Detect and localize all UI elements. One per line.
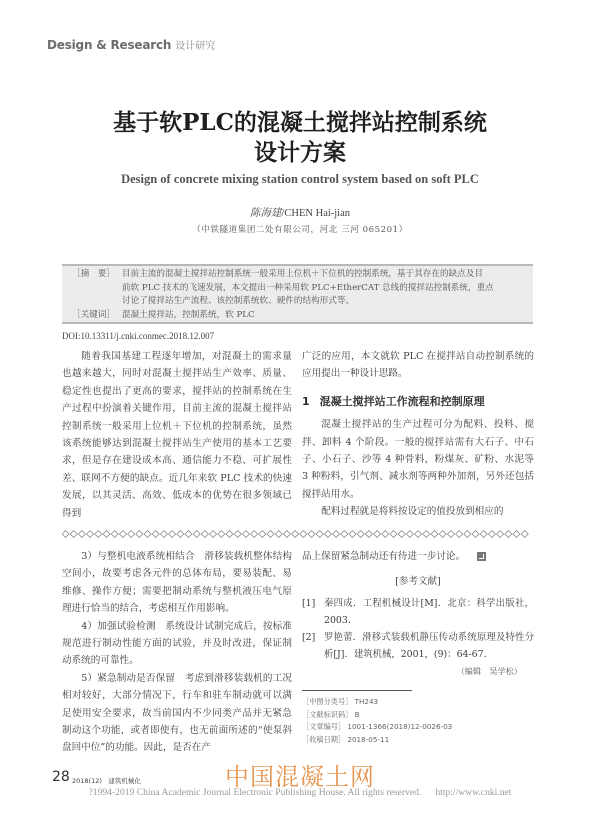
references-title: [参考文献] [395,576,441,588]
divider-diamond [152,531,159,538]
divider-diamond [472,531,479,538]
divider-diamond [136,531,143,538]
divider-diamond [128,531,135,538]
abstract-line-1: 目前主流的混凝土搅拌站控制系统一般采用上位机＋下位机的控制系统，基于其存在的缺点及目 [122,269,483,279]
divider-diamond [464,531,471,538]
author [0,205,600,220]
section-1-paragraph-1: 混凝土搅拌站的生产过程可分为配料、投料、搅拌、卸料 4 个阶段。一般的搅拌站需有大石子、中石子、小石子、沙等 4 种骨料，粉煤灰、矿粉、水泥等 3 种粉料，引气剂、减水剂等两种外加剂，另外还包括搅拌站用水。 [302,419,534,500]
divider-diamond [316,531,323,538]
divider-diamond [70,531,77,538]
divider-diamond [415,531,422,538]
divider-diamond [390,531,397,538]
divider-diamond [374,531,381,538]
section-header-cn: 设计研究 [175,41,216,52]
meta-divider [302,690,412,691]
divider-diamond [497,531,504,538]
divider-diamond [283,531,290,538]
divider-diamond [423,531,430,538]
divider-diamond [382,531,389,538]
paragraph-item-4: 4）加强试验检测 系统设计试制完成后，按标准规范进行制动性能方面的试验，并及时改进，保证制动系统的可靠性。 [62,620,292,667]
divider-diamond [62,531,69,538]
reference-index: [2] [302,631,316,643]
divider-diamond [308,531,315,538]
divider-diamond [341,531,348,538]
divider-diamond [226,531,233,538]
editor-credit: （编辑 吴学松） [456,665,522,676]
reference-index: [1] [302,597,316,609]
divider-diamond [218,531,225,538]
meta-received-date: ［收稿日期］ 2018-05-11 [302,734,390,744]
section-header-en: Design & Research [47,38,172,52]
divider-diamond [333,531,340,538]
divider-diamond [95,531,102,538]
intro-paragraph-continued: 广泛的应用，本文就软 PLC 在搅拌站自动控制系统的应用提出一种设计思路。 [302,351,534,380]
divider-diamond [431,531,438,538]
divider-diamond [521,531,528,538]
abstract-label: ［摘 要］ [72,269,115,279]
reference-text: 罗艳蕾．滑移式装载机静压传动系统原理及特性分析[J]．建筑机械，2001，(9)：64-67． [324,631,534,660]
body-right-column-top [302,348,534,521]
section-1-title: 混凝土搅拌站工作流程和控制原理 [319,394,485,408]
divider-diamond [201,531,208,538]
article-title-en: Design of concrete mixing station control system based on soft PLC [121,172,479,186]
divider-diamond [275,531,282,538]
divider-diamond [87,531,94,538]
divider-diamond [177,531,184,538]
body-left-column-bottom [62,548,292,757]
keywords: 混凝土搅拌站，控制系统，软 PLC [122,309,255,320]
divider-diamond [251,531,258,538]
watermark: 中国混凝土网 [225,763,375,791]
abstract-line-2: 前软 PLC 技术的飞速发展，本文提出一种采用软 PLC+EtherCAT 总线的搅拌站控制系统，重点 [122,282,494,293]
paragraph-item-5-continued-text: 品上保留紧急制动还有待进一步讨论。 [302,551,466,562]
divider-diamond [447,531,454,538]
body-left-column-top [62,348,292,522]
divider-diamond [185,531,192,538]
divider-diamond [324,531,331,538]
keywords-label: ［关键词］ [72,309,115,320]
divider-diamond [513,531,520,538]
article-title-line2: 设计方案 [254,139,346,166]
divider-diamond [234,531,241,538]
divider-diamond [505,531,512,538]
section-1-number: 1 [302,394,310,408]
reference-text: 秦四成．工程机械设计[M]．北京：科学出版社，2003． [324,597,534,626]
reference-item [302,595,534,629]
author-name-en: /CHEN Hai-jian [281,208,351,219]
page-number: 28 [52,769,70,785]
divider-diamond [398,531,405,538]
affiliation: （中铁隧道集团二处有限公司，河北 三河 065201） [192,225,408,235]
cnki-link[interactable]: http://www.cnki.net [435,787,512,798]
divider-diamond [456,531,463,538]
divider-diamond [160,531,167,538]
end-of-article-icon [477,552,486,561]
divider-diamond [267,531,274,538]
divider-diamond [210,531,217,538]
article-title-line1: 基于软PLC的混凝土搅拌站控制系统 [113,109,487,136]
divider-diamond [103,531,110,538]
journal-issue: 2018(12) 建筑机械化 [72,777,141,785]
divider-diamond [292,531,299,538]
divider-diamond [119,531,126,538]
meta-article-number: ［文章编号］ 1001-1366(2018)12-0026-03 [302,722,453,731]
meta-document-code: ［文献标识码］ B [302,709,360,719]
divider-diamond [406,531,413,538]
section-header [47,37,215,52]
copyright-text: ?1994-2019 China Academic Journal Electronic Publishing House. All rights reserved. [88,787,422,798]
divider-diamond [78,531,85,538]
section-1-paragraph-2: 配料过程就是将料按设定的值投放到相应的 [321,506,504,518]
article-title [0,108,600,168]
meta-classification: ［中图分类号］ TH243 [302,697,379,706]
copyright-line [0,787,600,798]
divider-diamond [144,531,151,538]
intro-paragraph: 随着我国基建工程逐年增加，对混凝土的需求量也越来越大，同时对混凝土搅拌站生产效率、质量、稳定性也提出了更高的要求，搅拌站的控制系统在生产过程中扮演着关键作用，目前主流的混凝土搅拌站控制系统一般采用上位机＋下位机的控制系统，虽然该系统能够达到混凝土搅拌站生产使用的基本工艺要求，但是存在建设成本高、通信能力不稳、可扩展性差、联网不方便的缺点。近几年来软 PLC 技术的快速发展，以其灵活、高效、低成本的优势在很多领域已得到 [62,351,292,519]
reference-item [302,629,534,663]
divider-diamond [488,531,495,538]
divider-diamond [193,531,200,538]
abstract-box [62,264,533,324]
body-right-column-bottom [302,548,534,680]
section-1-heading [302,393,534,410]
divider-diamond [242,531,249,538]
divider-diamond [349,531,356,538]
paragraph-item-3: 3）与整机电液系统相结合 滑移装载机整体结构空间小，故要考虑各元件的总体布局，要易装配、易维修、操作方便；需要把制动系统与整机液压电气原理进行恰当的结合，考虑相互作用影响。 [62,551,292,615]
divider-diamond [439,531,446,538]
divider-diamond [169,531,176,538]
doi: DOI:10.13311/j.cnki.conmec.2018.12.007 [62,331,215,341]
divider-diamond [259,531,266,538]
divider-diamond [480,531,487,538]
article-meta [302,696,452,746]
abstract-line-3: 讨论了搅拌站生产流程、该控制系统软、硬件的结构形式等。 [122,296,355,306]
diamond-divider [62,530,534,538]
divider-diamond [357,531,364,538]
paragraph-item-5-continued [302,548,534,565]
divider-diamond [111,531,118,538]
divider-diamond [300,531,307,538]
divider-diamond [365,531,372,538]
paragraph-item-5: 5）紧急制动是否保留 考虑到滑移装载机的工况相对较好，大部分情况下，行车和驻车制动就可以满足使用安全要求，故当前国内不少同类产品并无紧急制动这个功能，或者即使有，也无前面所述的“使泵斜盘回中位”的功能。因此，是否在产 [62,672,292,754]
author-name-cn: 陈海建 [249,207,282,219]
